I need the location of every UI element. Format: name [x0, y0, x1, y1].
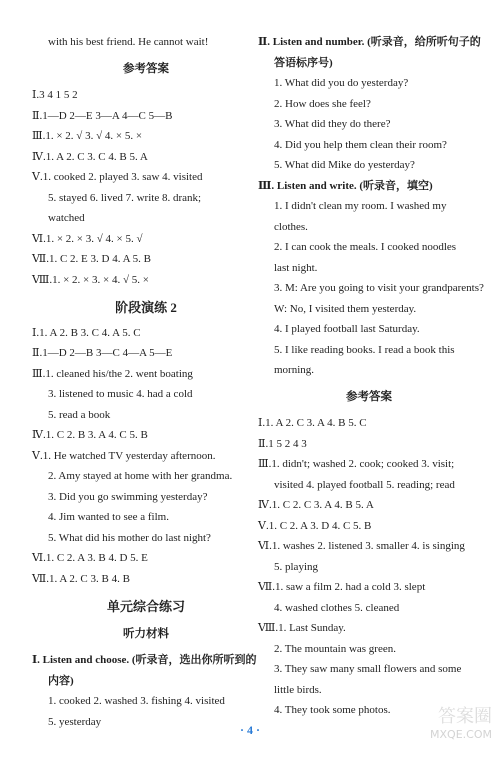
text-line: 2. How does she feel? [274, 97, 371, 110]
text-line: watched [48, 212, 85, 224]
section-heading: 单元综合练习 [106, 599, 185, 614]
text-line: 4. washed clothes 5. cleaned [274, 601, 400, 614]
text-line: Ⅶ.1. C 2. E 3. D 4. A 5. B [32, 253, 152, 265]
text-line: Ⅰ.1. A 2. C 3. A 4. B 5. C [258, 417, 367, 429]
text-line: Ⅱ. Listen and number. (听录音，给所听句子的 [258, 36, 481, 48]
text-line: Ⅴ.1. C 2. A 3. D 4. C 5. B [258, 519, 372, 532]
text-line: 答语标序号) [274, 56, 333, 69]
watermark-url: MXQE.COM [430, 728, 492, 741]
text-line: Ⅱ.1—D 2—B 3—C 4—A 5—E [32, 347, 173, 359]
text-line: Ⅲ. Listen and write. (听录音，填空) [258, 179, 433, 192]
text-line: 5. stayed 6. lived 7. write 8. drank; [48, 191, 202, 204]
text-line: 5. I like reading books. I read a book this [274, 343, 455, 356]
text-line: clothes. [274, 220, 308, 233]
text-line: Ⅶ.1. A 2. C 3. B 4. B [32, 572, 130, 585]
text-line: 3. What did they do there? [274, 118, 391, 130]
text-line: 2. The mountain was green. [274, 642, 396, 655]
text-line: Ⅱ.1 5 2 4 3 [258, 437, 307, 450]
section-heading: 听力材料 [123, 627, 169, 640]
right-column [258, 32, 484, 721]
text-line: 3. Did you go swimming yesterday? [48, 490, 208, 503]
text-line: Ⅲ.1. didn't; washed 2. cook; cooked 3. visit; [258, 458, 455, 470]
text-line: Ⅲ.1. cleaned his/the 2. went boating [32, 367, 193, 380]
section-heading: 参考答案 [123, 62, 169, 75]
text-line: 5. What did his mother do last night? [48, 531, 211, 544]
text-line: Ⅰ.1. A 2. B 3. C 4. A 5. C [32, 326, 141, 339]
text-line: last night. [274, 261, 318, 274]
text-line: with his best friend. He cannot wait! [48, 36, 209, 48]
text-line: visited 4. played football 5. reading; read [274, 478, 455, 491]
text-line: 1. cooked 2. washed 3. fishing 4. visited [48, 695, 225, 707]
text-line: 4. I played football last Saturday. [274, 323, 420, 335]
text-line: 1. What did you do yesterday? [274, 77, 409, 89]
text-line: Ⅵ.1. C 2. A 3. B 4. D 5. E [32, 552, 148, 564]
text-line: 4. Jim wanted to see a film. [48, 511, 169, 523]
text-line: Ⅰ.3 4 1 5 2 [32, 89, 78, 101]
text-line: 5. yesterday [48, 715, 102, 728]
text-line: Ⅱ.1—D 2—E 3—A 4—C 5—B [32, 109, 173, 122]
text-line: Ⅶ.1. saw a film 2. had a cold 3. slept [258, 581, 426, 593]
text-line: Ⅷ.1. Last Sunday. [258, 622, 346, 634]
section-heading: 参考答案 [346, 390, 392, 403]
text-line: 2. Amy stayed at home with her grandma. [48, 470, 233, 482]
page-number: · 4 · [239, 723, 260, 737]
text-line: Ⅴ.1. He watched TV yesterday afternoon. [32, 449, 216, 462]
text-line: Ⅷ.1. × 2. × 3. × 4. √ 5. × [32, 273, 149, 286]
text-line: morning. [274, 364, 315, 376]
watermark-text: 答案圈 [438, 706, 492, 727]
text-line: 4. They took some photos. [274, 704, 391, 716]
section-heading: 阶段演练 2 [115, 300, 177, 315]
watermark-logo [410, 708, 492, 754]
text-line: 5. read a book [48, 408, 111, 421]
text-line: 4. Did you help them clean their room? [274, 138, 447, 151]
text-line: 2. I can cook the meals. I cooked noodles [274, 241, 457, 253]
text-line: Ⅵ.1. washes 2. listened 3. smaller 4. is singing [258, 540, 465, 552]
text-line: Ⅴ.1. cooked 2. played 3. saw 4. visited [32, 171, 203, 183]
text-line: 5. playing [274, 560, 318, 573]
text-line: Ⅳ.1. C 2. C 3. A 4. B 5. A [258, 499, 374, 511]
text-line: Ⅰ. Listen and choose. (听录音，选出你所听到的 [32, 654, 257, 666]
text-line: 3. M: Are you going to visit your grandparents? [274, 282, 484, 294]
left-column [32, 32, 260, 732]
text-line: 5. What did Mike do yesterday? [274, 159, 415, 171]
text-line: 3. listened to music 4. had a cold [48, 388, 193, 400]
text-line: Ⅳ.1. A 2. C 3. C 4. B 5. A [32, 150, 148, 163]
text-line: 3. They saw many small flowers and some [274, 663, 462, 675]
text-line: 1. I didn't clean my room. I washed my [274, 200, 447, 212]
text-line: Ⅵ.1. × 2. × 3. √ 4. × 5. √ [32, 232, 143, 245]
text-line: Ⅲ.1. × 2. √ 3. √ 4. × 5. × [32, 130, 143, 142]
text-line: little birds. [274, 683, 322, 696]
text-line: 内容) [48, 674, 74, 687]
text-line: Ⅳ.1. C 2. B 3. A 4. C 5. B [32, 429, 148, 441]
text-line: W: No, I visited them yesterday. [274, 302, 417, 315]
